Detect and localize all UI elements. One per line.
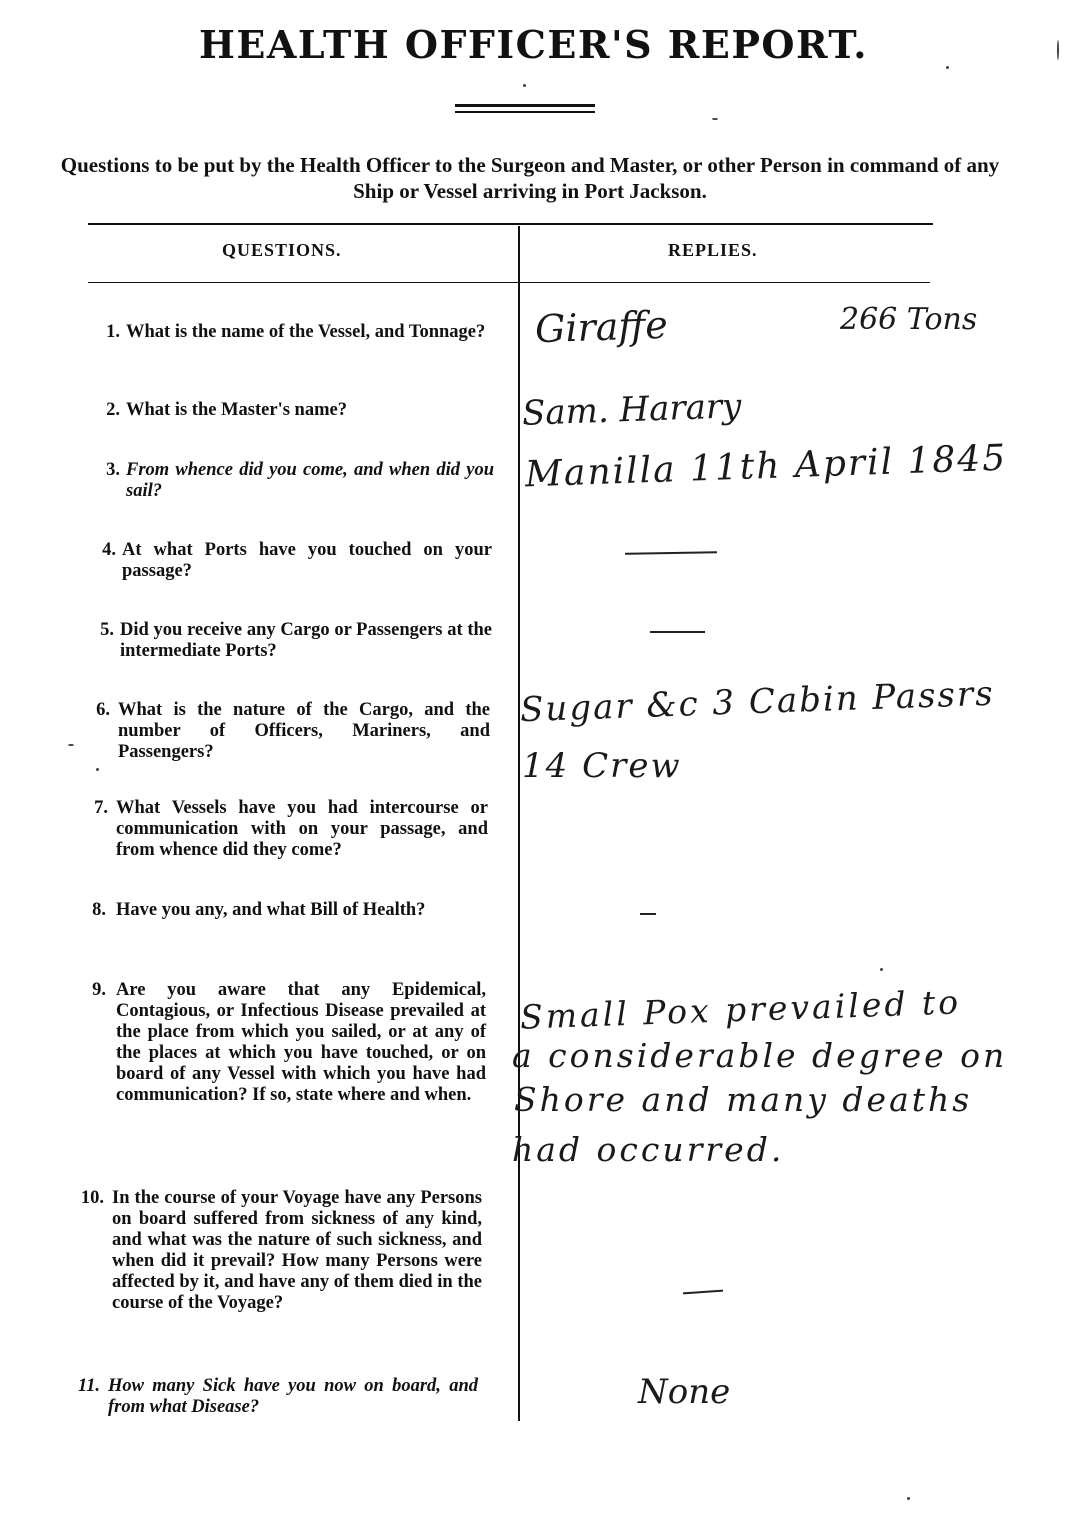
- replies-header: REPLIES.: [668, 240, 758, 260]
- question-text: Did you receive any Cargo or Passengers at the intermediate Ports?: [120, 620, 492, 661]
- reply-9-line4: had occurred.: [512, 1130, 785, 1169]
- scan-speck: [946, 66, 949, 69]
- question-number: 3.: [106, 460, 120, 480]
- question-number: 6.: [96, 700, 110, 720]
- title-rule-bottom: [455, 111, 595, 113]
- question-9: [88, 980, 486, 1106]
- scan-speck: [712, 118, 718, 120]
- question-number: 4.: [102, 540, 116, 560]
- question-text: What is the name of the Vessel, and Tonnage?: [126, 322, 486, 342]
- question-11: [62, 1376, 478, 1418]
- scan-speck: [907, 1497, 910, 1500]
- reply-2-master: Sam. Harary: [521, 386, 742, 434]
- question-text: What is the nature of the Cargo, and the number of Officers, Mariners, and Passengers?: [118, 700, 490, 762]
- question-3: [88, 460, 494, 502]
- question-number: 1.: [106, 322, 120, 342]
- question-8: [88, 900, 488, 921]
- title-rule-top: [455, 104, 595, 107]
- question-6: [88, 700, 490, 763]
- reply-8-dash: [640, 913, 656, 915]
- question-number: 11.: [77, 1376, 100, 1396]
- question-4: [88, 540, 492, 582]
- header-rule: [88, 223, 933, 225]
- reply-1-tonnage: 266 Tons: [840, 302, 978, 337]
- question-number: 2.: [106, 400, 120, 420]
- questions-header: QUESTIONS.: [222, 240, 342, 260]
- question-number: 10.: [80, 1188, 104, 1208]
- question-10: [66, 1188, 482, 1314]
- reply-3-origin: Manilla 11th April 1845: [524, 437, 1008, 496]
- question-7: [88, 798, 488, 861]
- reply-1-vessel: Giraffe: [534, 302, 669, 352]
- column-head-rule-left: [88, 282, 518, 283]
- reply-6-crew: 14 Crew: [522, 746, 682, 786]
- question-1: [88, 322, 488, 343]
- question-text: Are you aware that any Epidemical, Contagious, or Infectious Disease prevailed at the place from which you sailed, or at any of the places at which you have touched, or on board of any Vessel with which you have had communication? If so, state where and when.: [116, 980, 486, 1105]
- page-title: HEALTH OFFICER'S REPORT.: [198, 22, 869, 67]
- reply-9-line1: Small Pox prevailed to: [519, 982, 962, 1037]
- question-number: 7.: [94, 798, 108, 818]
- column-divider: [518, 226, 520, 1421]
- intro-text: Questions to be put by the Health Officer to the Surgeon and Master, or other Person in command of any Ship or Vessel arriving in Port Jackson.: [60, 153, 1000, 203]
- reply-11-none: None: [638, 1372, 731, 1412]
- question-number: 8.: [92, 900, 106, 920]
- question-text: From whence did you come, and when did you sail?: [126, 460, 494, 501]
- question-text: In the course of your Voyage have any Persons on board suffered from sickness of any kind, and what was the nature of such sickness, and when did it prevail? How many Persons were affected by it, and have any of them died in the course of the Voyage?: [112, 1188, 482, 1313]
- question-text: What Vessels have you had intercourse or communication with on your passage, and from whence did they come?: [116, 798, 488, 860]
- reply-9-line3: Shore and many deaths: [514, 1080, 973, 1119]
- question-text: What is the Master's name?: [126, 400, 347, 420]
- scan-speck: [96, 768, 99, 771]
- column-head-rule-right: [520, 282, 930, 283]
- question-number: 9.: [92, 980, 106, 1000]
- question-text: How many Sick have you now on board, and from what Disease?: [108, 1376, 478, 1417]
- reply-10-dash: [683, 1290, 723, 1294]
- question-text: At what Ports have you touched on your passage?: [122, 540, 492, 581]
- scan-speck: [880, 968, 883, 971]
- question-number: 5.: [100, 620, 114, 640]
- scan-speck: [68, 744, 74, 746]
- reply-4-dash: [625, 551, 717, 554]
- question-2: [88, 400, 488, 421]
- reply-9-line2: a considerable degree on: [512, 1036, 1008, 1075]
- reply-6-cargo: Sugar &c 3 Cabin Passrs: [519, 673, 996, 731]
- question-5: [88, 620, 492, 662]
- reply-5-dash: [650, 631, 705, 633]
- scan-speck: [523, 84, 526, 87]
- question-text: Have you any, and what Bill of Health?: [116, 900, 426, 920]
- scan-speck: [1057, 40, 1059, 60]
